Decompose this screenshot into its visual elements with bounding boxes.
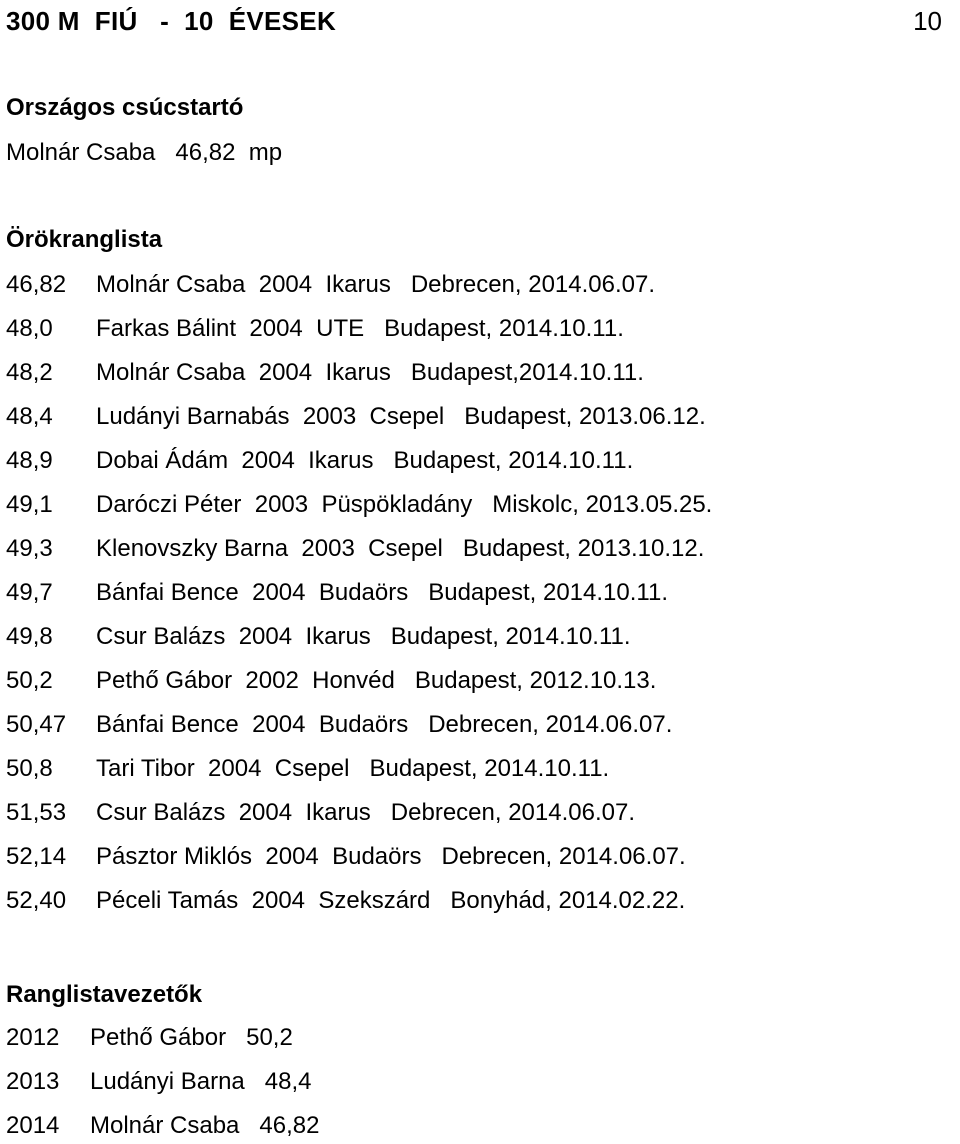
ranking-row	[0, 625, 960, 655]
ranking-row	[0, 757, 960, 787]
ranking-row	[0, 537, 960, 567]
ranking-time: 48,0	[6, 315, 53, 342]
ranking-row	[0, 493, 960, 523]
ranking-details: Pethő Gábor 2002 Honvéd Budapest, 2012.10.13.	[96, 667, 657, 694]
ranking-row	[0, 449, 960, 479]
ranking-row	[0, 845, 960, 875]
page-title: 300 M FIÚ - 10 ÉVESEK	[6, 6, 337, 36]
ranking-time: 49,1	[6, 491, 53, 518]
ranking-time: 49,3	[6, 535, 53, 562]
national-record-heading: Országos csúcstartó	[6, 94, 244, 121]
ranking-details: Csur Balázs 2004 Ikarus Debrecen, 2014.06.07.	[96, 799, 635, 826]
ranking-time: 51,53	[6, 799, 67, 826]
ranking-row	[0, 889, 960, 919]
ranking-details: Tari Tibor 2004 Csepel Budapest, 2014.10.11.	[96, 755, 610, 782]
all-time-heading: Örökranglista	[6, 226, 163, 253]
ranking-row	[0, 669, 960, 699]
ranking-time: 50,47	[6, 711, 67, 738]
ranking-details: Farkas Bálint 2004 UTE Budapest, 2014.10.11.	[96, 315, 624, 342]
ranking-row	[0, 273, 960, 303]
ranking-details: Pásztor Miklós 2004 Budaörs Debrecen, 2014.06.07.	[96, 843, 686, 870]
ranking-row	[0, 361, 960, 391]
ranking-details: Molnár Csaba 2004 Ikarus Budapest,2014.10.11.	[96, 359, 644, 386]
ranking-details: Dobai Ádám 2004 Ikarus Budapest, 2014.10.11.	[96, 447, 634, 474]
ranking-time: 50,2	[6, 667, 53, 694]
leaders-heading: Ranglistavezetők	[6, 981, 203, 1008]
ranking-row	[0, 581, 960, 611]
ranking-details: Bánfai Bence 2004 Budaörs Budapest, 2014.10.11.	[96, 579, 668, 606]
ranking-details: Csur Balázs 2004 Ikarus Budapest, 2014.10.11.	[96, 623, 631, 650]
leader-row	[0, 1026, 960, 1056]
leader-details: Pethő Gábor 50,2	[90, 1024, 293, 1051]
page-number: 10	[913, 6, 942, 36]
leader-details: Molnár Csaba 46,82	[90, 1112, 320, 1139]
leader-details: Ludányi Barna 48,4	[90, 1068, 312, 1095]
leader-year: 2014	[6, 1112, 60, 1139]
ranking-time: 49,8	[6, 623, 53, 650]
ranking-time: 49,7	[6, 579, 53, 606]
ranking-details: Ludányi Barnabás 2003 Csepel Budapest, 2013.06.12.	[96, 403, 706, 430]
ranking-details: Péceli Tamás 2004 Szekszárd Bonyhád, 2014.02.22.	[96, 887, 686, 914]
national-record-line: Molnár Csaba 46,82 mp	[6, 139, 283, 166]
ranking-details: Bánfai Bence 2004 Budaörs Debrecen, 2014.06.07.	[96, 711, 673, 738]
leader-year: 2012	[6, 1024, 60, 1051]
ranking-details: Daróczi Péter 2003 Püspökladány Miskolc, 2013.05.25.	[96, 491, 713, 518]
leader-year: 2013	[6, 1068, 60, 1095]
ranking-row	[0, 713, 960, 743]
ranking-time: 50,8	[6, 755, 53, 782]
ranking-row	[0, 405, 960, 435]
ranking-row	[0, 317, 960, 347]
ranking-time: 48,2	[6, 359, 53, 386]
ranking-time: 52,14	[6, 843, 67, 870]
ranking-time: 52,40	[6, 887, 67, 914]
ranking-time: 48,9	[6, 447, 53, 474]
ranking-time: 46,82	[6, 271, 67, 298]
ranking-details: Molnár Csaba 2004 Ikarus Debrecen, 2014.06.07.	[96, 271, 656, 298]
leader-row	[0, 1070, 960, 1100]
ranking-time: 48,4	[6, 403, 53, 430]
ranking-details: Klenovszky Barna 2003 Csepel Budapest, 2013.10.12.	[96, 535, 705, 562]
ranking-row	[0, 801, 960, 831]
